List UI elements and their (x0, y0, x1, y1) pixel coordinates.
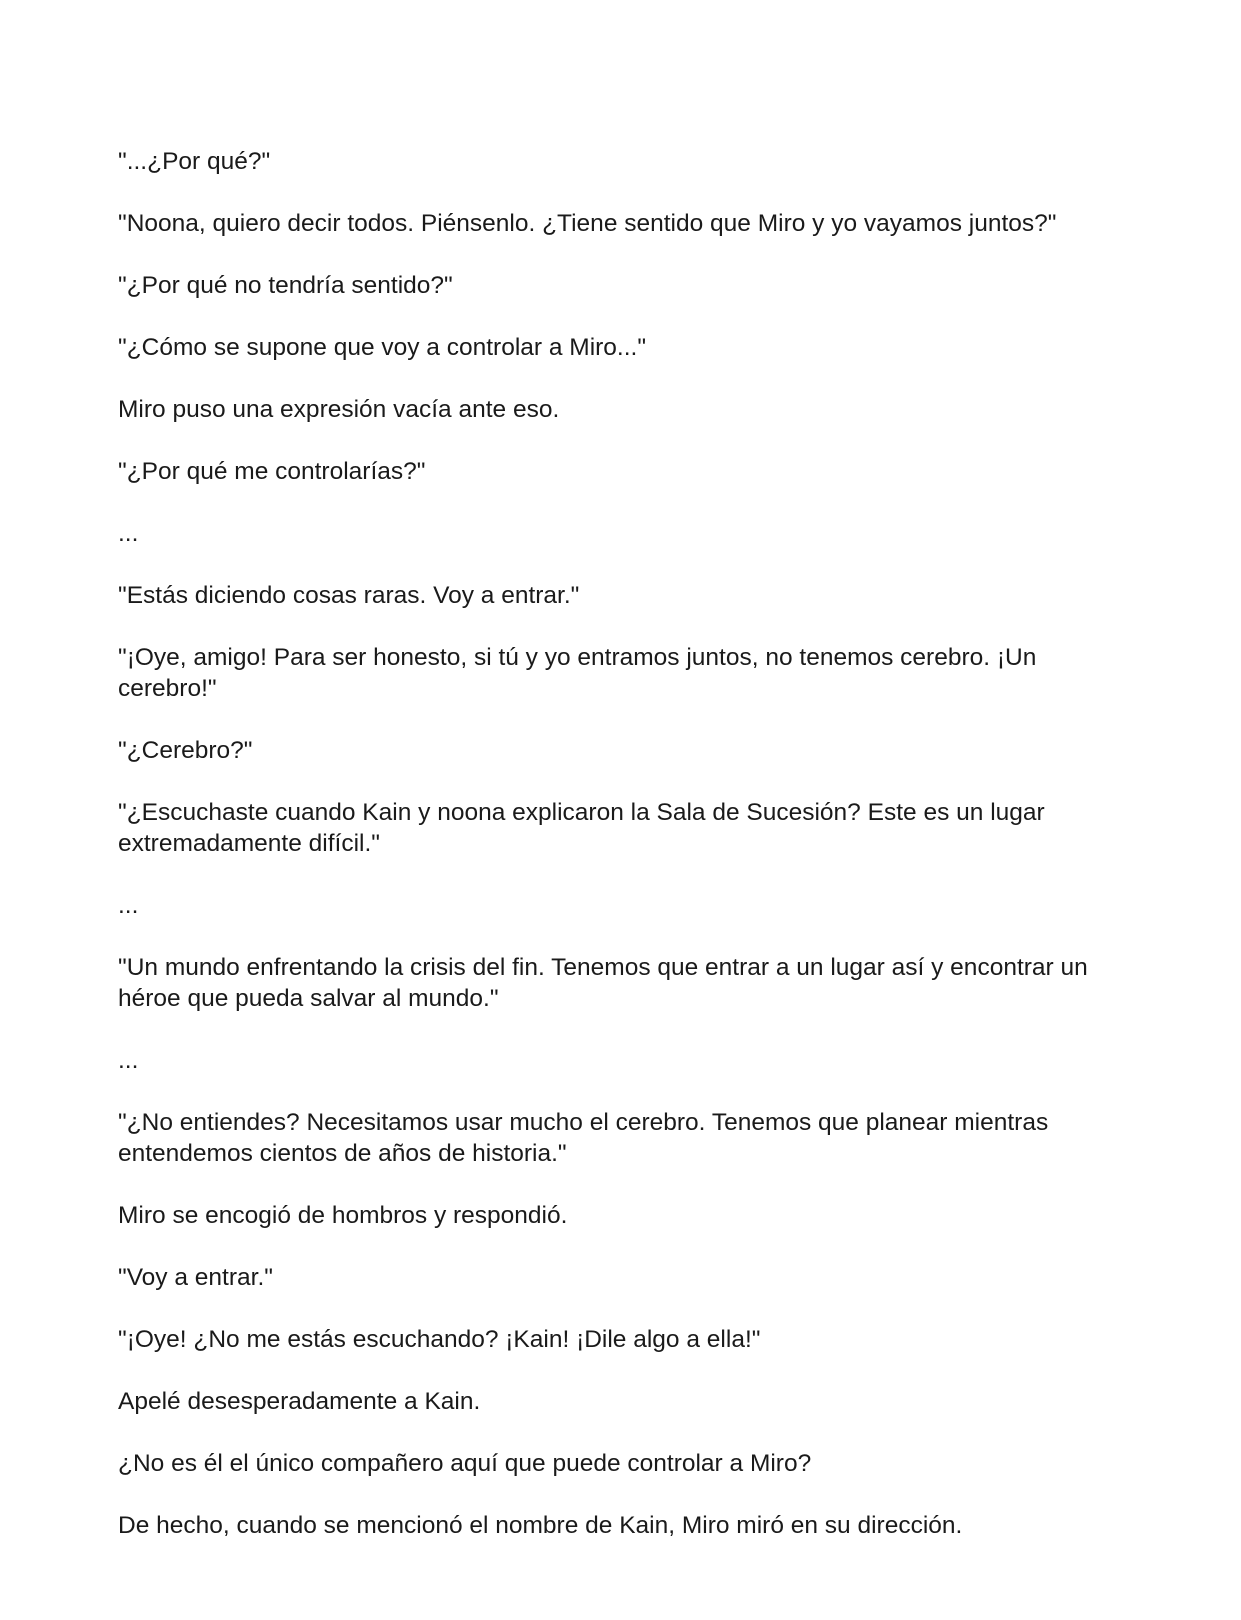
paragraph: Miro puso una expresión vacía ante eso. (118, 396, 560, 423)
paragraph: "¿Cerebro?" (118, 737, 253, 764)
paragraph: "Un mundo enfrentando la crisis del fin. Tenemos que entrar a un lugar así y encontrar un héroe que pueda salvar al mundo." (118, 954, 1088, 1012)
paragraph: ... (118, 892, 139, 919)
paragraph: "¿Por qué me controlarías?" (118, 458, 426, 485)
paragraph: "¿No entiendes? Necesitamos usar mucho el cerebro. Tenemos que planear mientras entendemos cientos de años de historia." (118, 1109, 1049, 1167)
paragraph: Apelé desesperadamente a Kain. (118, 1388, 481, 1415)
paragraph: ¿No es él el único compañero aquí que puede controlar a Miro? (118, 1450, 812, 1477)
paragraph: "¿Escuchaste cuando Kain y noona explicaron la Sala de Sucesión? Este es un lugar extremadamente difícil." (118, 799, 1045, 857)
paragraph: "¿Por qué no tendría sentido?" (118, 272, 453, 299)
paragraph: ... (118, 1047, 139, 1074)
paragraph: "Estás diciendo cosas raras. Voy a entrar." (118, 582, 580, 609)
paragraph: Miro se encogió de hombros y respondió. (118, 1202, 568, 1229)
paragraph: "Noona, quiero decir todos. Piénsenlo. ¿Tiene sentido que Miro y yo vayamos juntos?" (118, 210, 1057, 237)
paragraph: "¡Oye! ¿No me estás escuchando? ¡Kain! ¡Dile algo a ella!" (118, 1326, 761, 1353)
paragraph: ... (118, 520, 139, 547)
paragraph: De hecho, cuando se mencionó el nombre de Kain, Miro miró en su dirección. (118, 1512, 963, 1539)
paragraph: "...¿Por qué?" (118, 148, 271, 175)
paragraph: "¡Oye, amigo! Para ser honesto, si tú y yo entramos juntos, no tenemos cerebro. ¡Un cerebro!" (118, 644, 1037, 702)
document-body (118, 146, 1118, 1572)
paragraph: "Voy a entrar." (118, 1264, 273, 1291)
paragraph: "¿Cómo se supone que voy a controlar a Miro..." (118, 334, 647, 361)
